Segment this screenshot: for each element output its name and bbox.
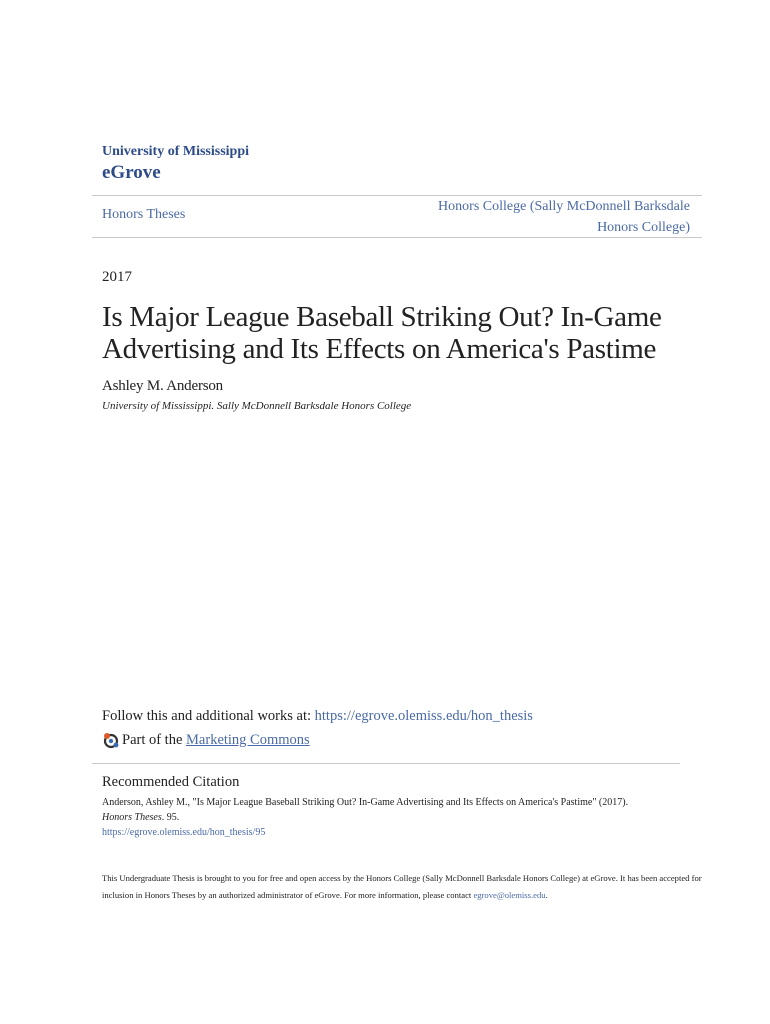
follow-line <box>102 708 533 725</box>
author-affiliation: University of Mississippi. Sally McDonnell Barksdale Honors College <box>102 400 412 412</box>
contact-email-link[interactable]: egrove@olemiss.edu <box>473 890 546 900</box>
footer-end: . <box>545 890 548 900</box>
collection-link-right[interactable] <box>410 196 690 238</box>
citation-header: Recommended Citation <box>102 774 240 790</box>
title-line1: Is Major League Baseball Striking Out? In-Game <box>102 301 662 333</box>
citation-number: . 95. <box>161 812 180 823</box>
citation-series-line <box>102 810 702 825</box>
document-title <box>102 301 702 365</box>
citation-series: Honors Theses <box>102 812 162 823</box>
citation-text: Anderson, Ashley M., "Is Major League Baseball Striking Out? In-Game Advertising and Its Effects on America's Pastime" (2017). <box>102 797 629 808</box>
follow-url-link[interactable]: https://egrove.olemiss.edu/hon_thesis <box>314 708 533 724</box>
collection-link-left[interactable]: Honors Theses <box>102 207 186 222</box>
collection-right-line1: Honors College (Sally McDonnell Barksdale <box>438 199 690 214</box>
footer-text: This Undergraduate Thesis is brought to you for free and open access by the Honors College (Sally McDonnell Barksdale Honors College) at eGrove. It has been accepted for inclusion in Honors Theses by an authorized administrator of eGrove. For more information, please contact <box>102 873 702 900</box>
footer-notice <box>102 870 702 904</box>
marketing-commons-link[interactable]: Marketing Commons <box>186 731 310 748</box>
collection-right-line2: Honors College) <box>597 220 690 235</box>
author-name: Ashley M. Anderson <box>102 378 223 394</box>
part-prefix: Part of the <box>122 731 187 748</box>
follow-prefix: Follow this and additional works at: <box>102 708 315 724</box>
title-line2: Advertising and Its Effects on America's Pastime <box>102 333 657 365</box>
publication-year: 2017 <box>102 269 132 285</box>
university-name: University of Mississippi <box>102 144 250 159</box>
citation-body <box>102 795 702 840</box>
network-icon <box>102 731 120 749</box>
part-of-line <box>102 731 310 749</box>
citation-divider <box>92 763 680 764</box>
repository-name[interactable]: eGrove <box>102 162 161 183</box>
bottom-divider <box>92 237 702 238</box>
citation-url-link[interactable]: https://egrove.olemiss.edu/hon_thesis/95 <box>102 827 266 838</box>
